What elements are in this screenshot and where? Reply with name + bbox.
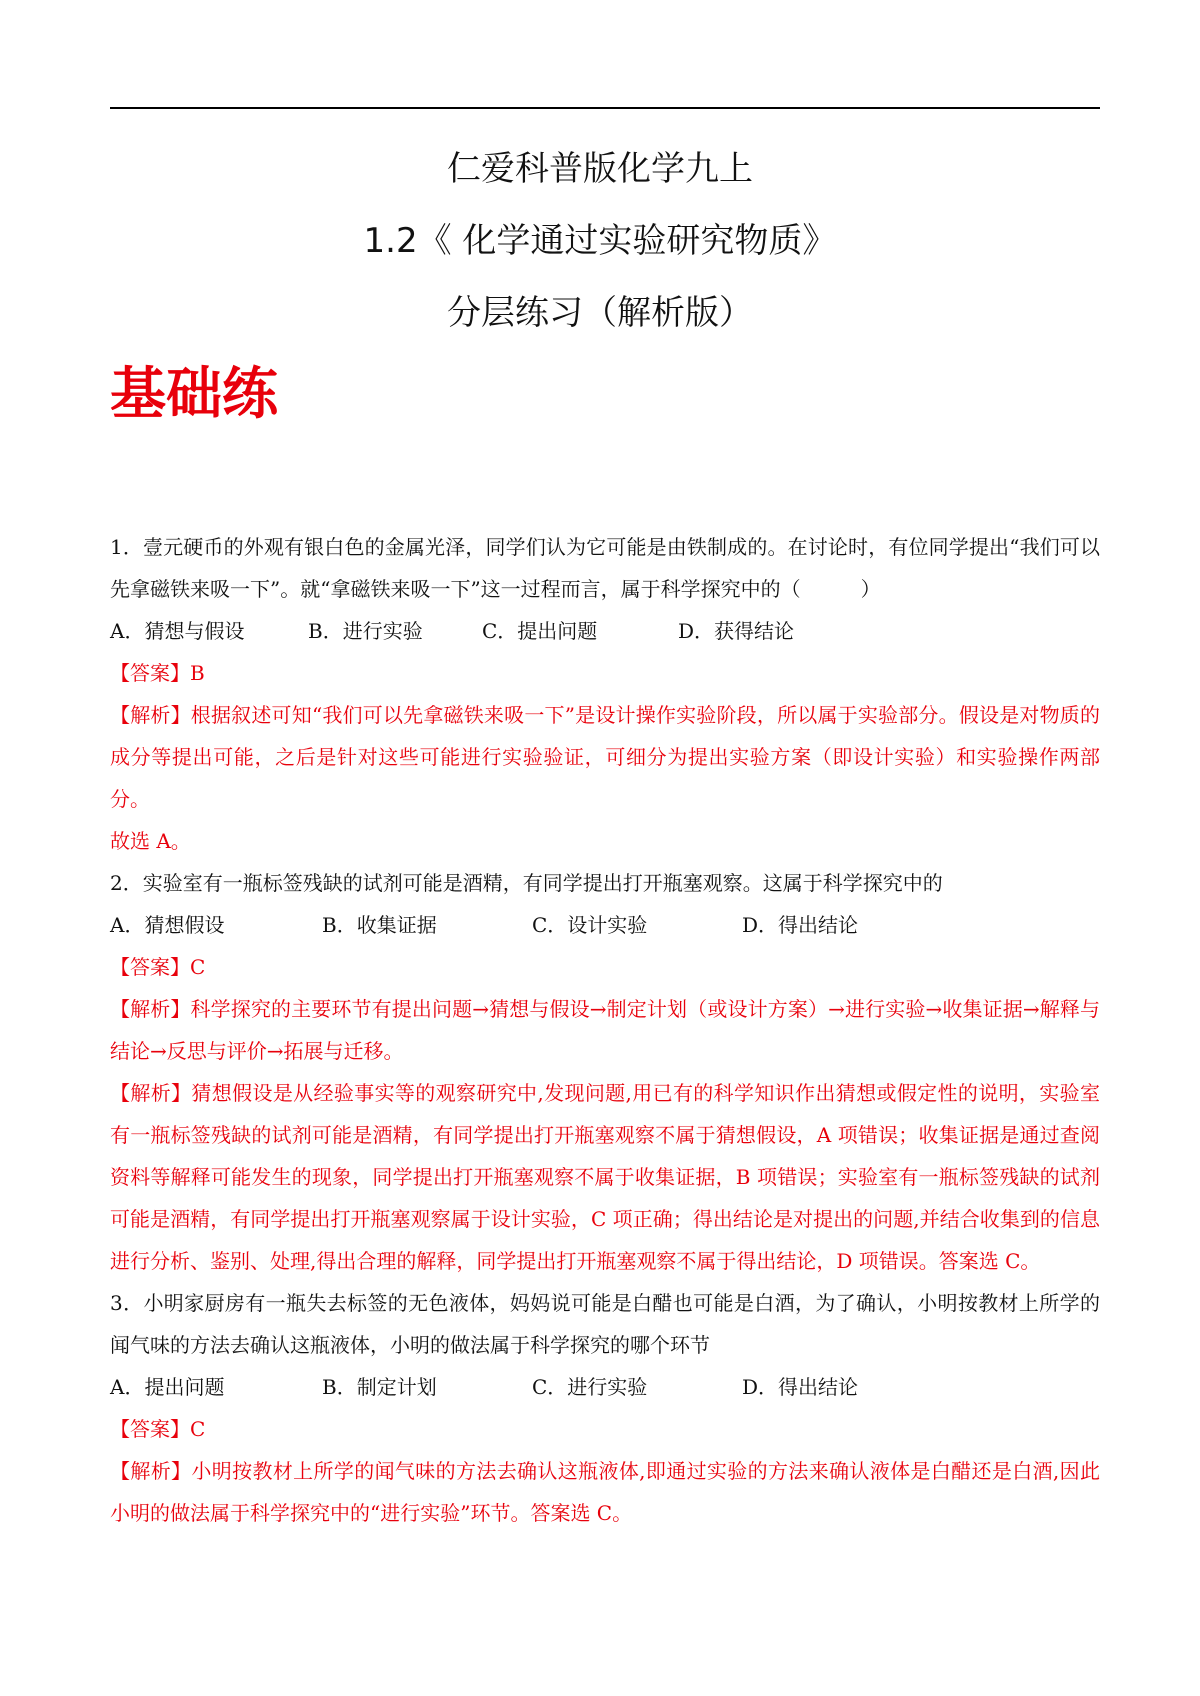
answer: 【答案】C	[110, 1417, 206, 1441]
option-c: C．设计实验	[532, 913, 648, 937]
option-d: D．获得结论	[678, 619, 795, 643]
option-d: D．得出结论	[742, 913, 859, 937]
analysis: 【解析】根据叙述可知“我们可以先拿磁铁来吸一下”是设计操作实验阶段，所以属于实验部分。假设是对物质的成分等提出可能，之后是针对这些可能进行实验验证，可细分为提出实验方案（即设计实验）和实验操作两部分。	[110, 703, 1100, 811]
title-line-2: 1.2《 化学通过实验研究物质》	[363, 221, 837, 261]
option-a: A．提出问题	[110, 1375, 225, 1399]
question-stem: 1．壹元硬币的外观有银白色的金属光泽，同学们认为它可能是由铁制成的。在讨论时，有位同学提出“我们可以先拿磁铁来吸一下”。就“拿磁铁来吸一下”这一过程而言，属于科学探究中的（ ）	[110, 535, 1100, 601]
analysis-detail: 【解析】猜想假设是从经验事实等的观察研究中,发现问题,用已有的科学知识作出猜想或假定性的说明，实验室有一瓶标签残缺的试剂可能是酒精，有同学提出打开瓶塞观察不属于猜想假设，A 项错误；收集证据是通过查阅资料等解释可能发生的现象，同学提出打开瓶塞观察不属于收集证据，B 项错误；实验室有一瓶标签残缺的试剂可能是酒精，有同学提出打开瓶塞观察属于设计实验，C 项正确；得出结论是对提出的问题,并结合收集到的信息进行分析、鉴别、处理,得出合理的解释，同学提出打开瓶塞观察不属于得出结论，D 项错误。答案选 C。	[110, 1081, 1100, 1273]
question-1	[110, 526, 1100, 862]
question-list	[110, 526, 1100, 1534]
analysis: 【解析】科学探究的主要环节有提出问题→猜想与假设→制定计划（或设计方案）→进行实验→收集证据→解释与结论→反思与评价→拓展与迁移。	[110, 997, 1100, 1063]
answer: 【答案】B	[110, 661, 205, 685]
question-2	[110, 862, 1100, 1282]
option-a: A．猜想假设	[110, 913, 225, 937]
option-d: D．得出结论	[742, 1375, 859, 1399]
option-row	[110, 610, 1100, 652]
question-stem: 3．小明家厨房有一瓶失去标签的无色液体，妈妈说可能是白醋也可能是白酒，为了确认，小明按教材上所学的闻气味的方法去确认这瓶液体，小明的做法属于科学探究的哪个环节	[110, 1291, 1100, 1357]
option-c: C．进行实验	[532, 1375, 648, 1399]
analysis-conclusion: 故选 A。	[110, 829, 191, 853]
option-row	[110, 904, 1100, 946]
analysis: 【解析】小明按教材上所学的闻气味的方法去确认这瓶液体,即通过实验的方法来确认液体是白醋还是白酒,因此小明的做法属于科学探究中的“进行实验”环节。答案选 C。	[110, 1459, 1100, 1525]
option-b: B．制定计划	[322, 1375, 437, 1399]
option-row	[110, 1366, 1100, 1408]
option-c: C．提出问题	[482, 619, 598, 643]
header-rule	[110, 107, 1100, 109]
option-b: B．收集证据	[322, 913, 437, 937]
option-b: B．进行实验	[308, 619, 423, 643]
answer: 【答案】C	[110, 955, 206, 979]
question-stem: 2．实验室有一瓶标签残缺的试剂可能是酒精，有同学提出打开瓶塞观察。这属于科学探究中的	[110, 871, 943, 895]
option-a: A．猜想与假设	[110, 619, 245, 643]
section-title: 基础练	[110, 362, 278, 427]
question-3	[110, 1282, 1100, 1534]
title-line-3: 分层练习（解析版）	[447, 293, 753, 333]
title-line-1: 仁爱科普版化学九上	[447, 149, 753, 189]
